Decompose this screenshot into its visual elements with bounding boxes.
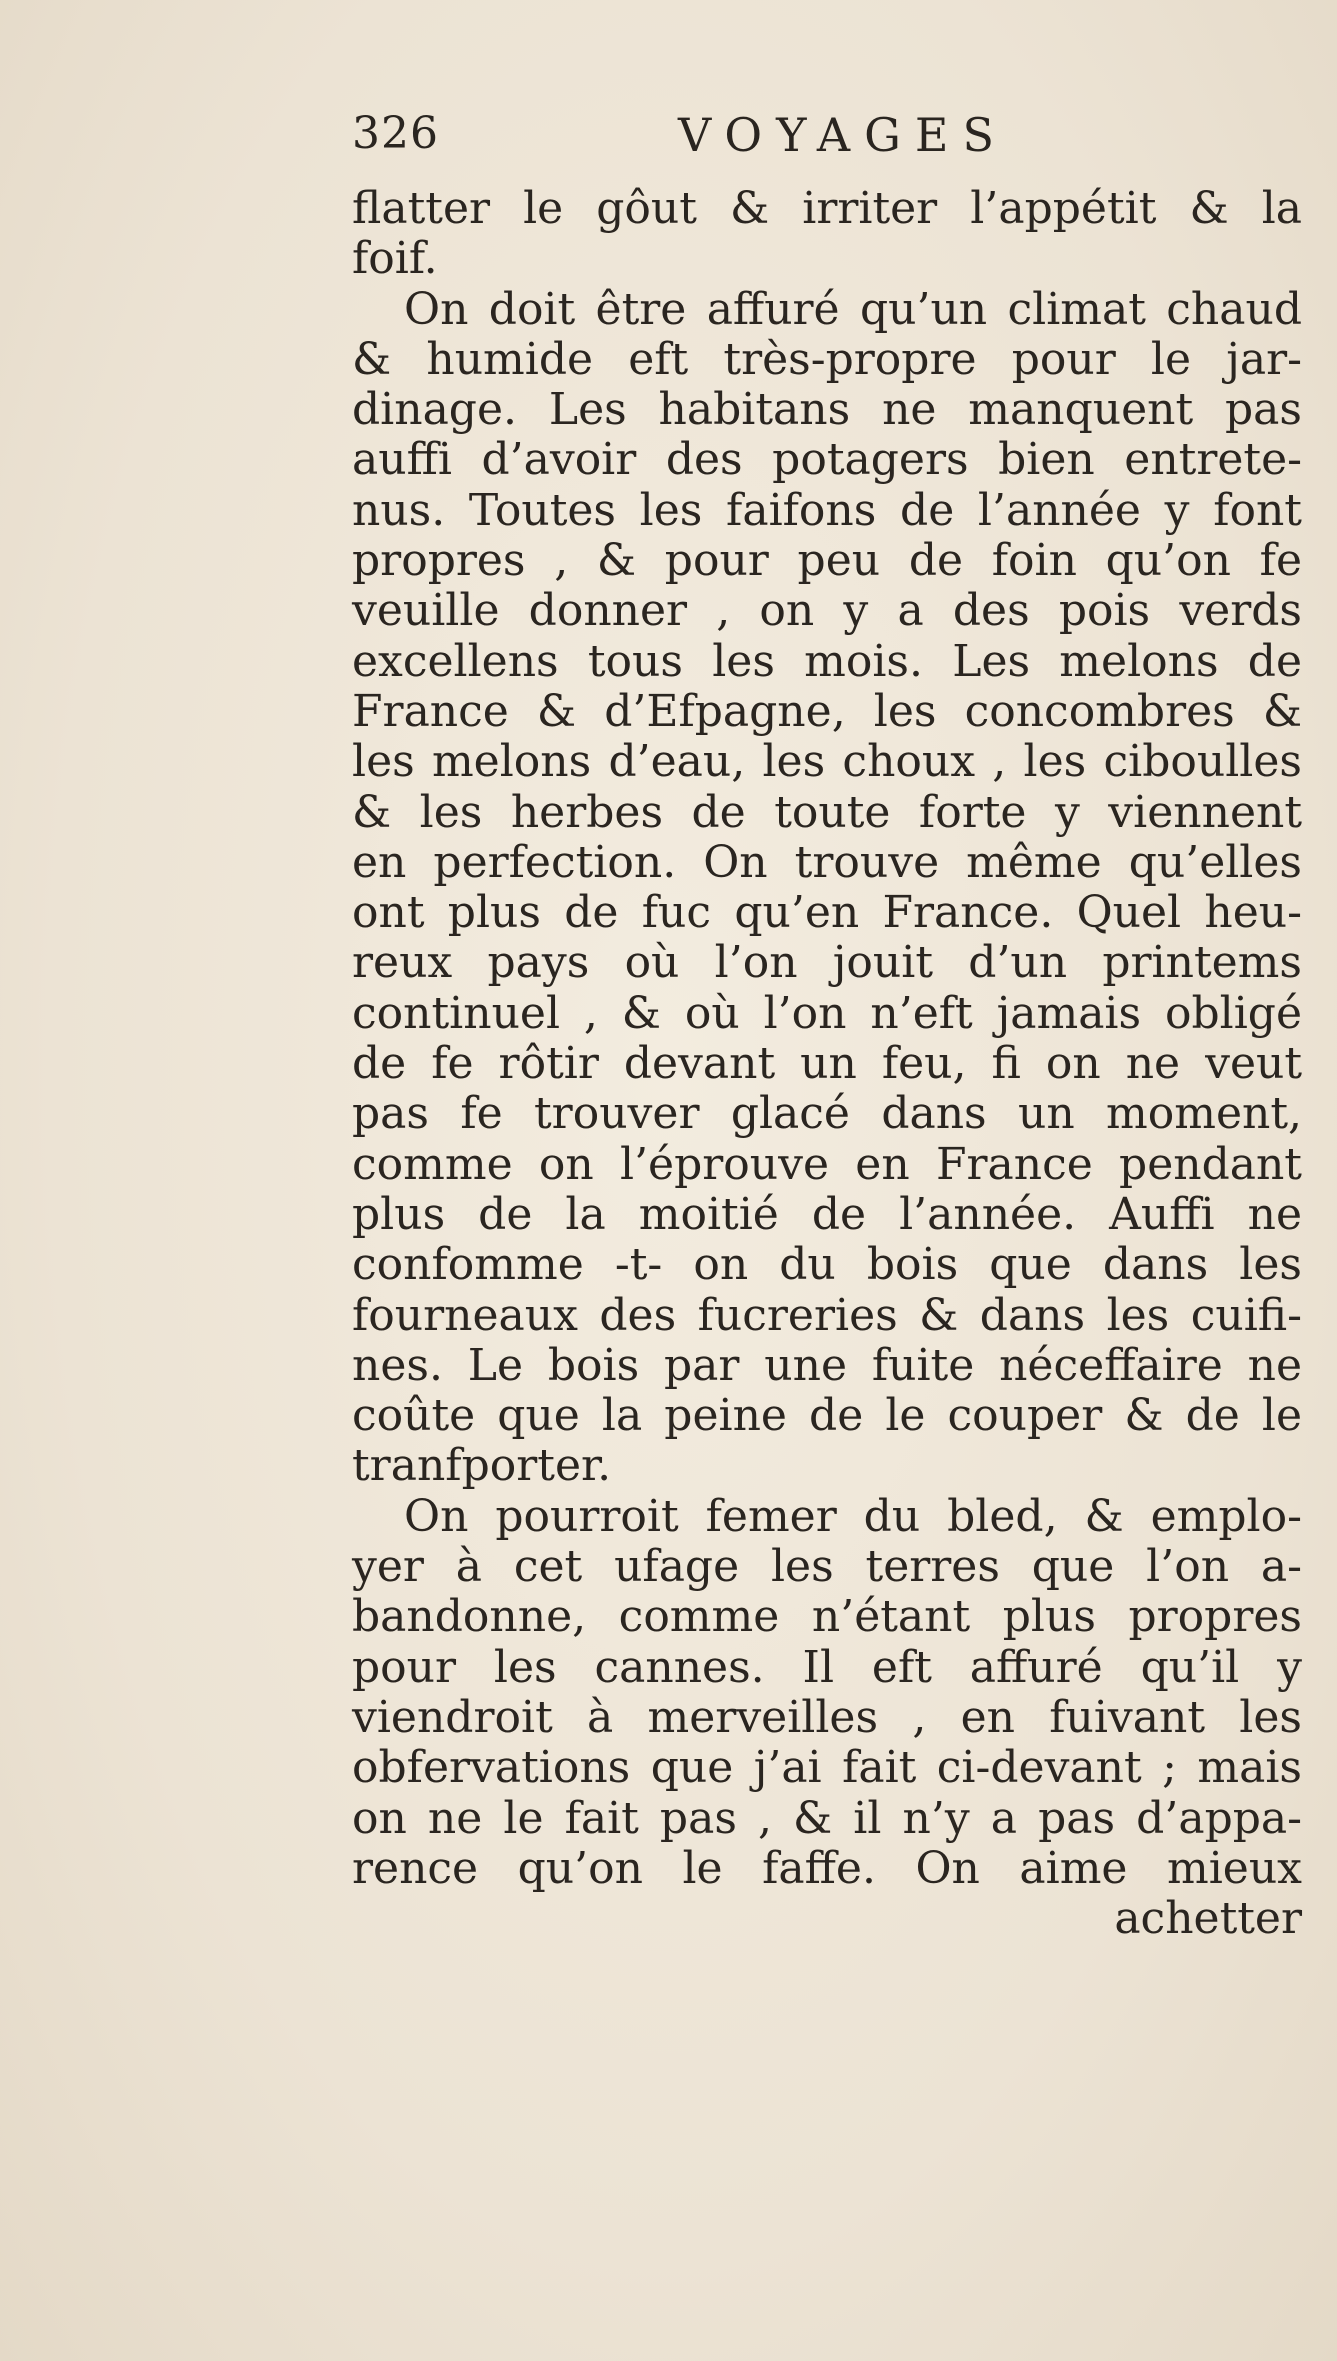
- text-line: continuel , & où l’on n’eft jamais obligé: [352, 987, 1302, 1039]
- body-text: [352, 184, 1302, 1944]
- text-line: confomme -t- on du bois que dans les: [352, 1239, 1302, 1291]
- text-line: de fe rôtir devant un feu, fi on ne veut: [352, 1038, 1302, 1090]
- text-line: viendroit à merveilles , en fuivant les: [352, 1691, 1302, 1743]
- text-line: ont plus de fuc qu’en France. Quel heu-: [352, 887, 1302, 939]
- text-line: & humide eft très-propre pour le jar-: [352, 333, 1302, 385]
- text-line: pour les cannes. Il eft affuré qu’il y: [352, 1641, 1302, 1693]
- text-line: plus de la moitié de l’année. Auffi ne: [352, 1188, 1302, 1240]
- text-line: dinage. Les habitans ne manquent pas: [352, 384, 1302, 436]
- text-line: fourneaux des fucreries & dans les cuifi-: [352, 1289, 1302, 1341]
- text-line: pas fe trouver glacé dans un moment,: [352, 1088, 1302, 1140]
- text-line: en perfection. On trouve même qu’elles: [352, 836, 1302, 888]
- text-line: rence qu’on le faffe. On aime mieux: [352, 1842, 1302, 1894]
- page-number: 326: [352, 108, 439, 159]
- text-line: & les herbes de toute forte y viennent: [352, 786, 1302, 838]
- text-line: flatter le gôut & irriter l’appétit & la: [352, 183, 1302, 234]
- running-head: VOYAGES: [678, 108, 1008, 162]
- text-line: tranfporter.: [352, 1440, 612, 1492]
- catchword: achetter: [1114, 1893, 1302, 1945]
- text-line: coûte que la peine de le couper & de le: [352, 1390, 1302, 1442]
- text-line: on ne le fait pas , & il n’y a pas d’appa-: [352, 1792, 1302, 1844]
- text-line: les melons d’eau, les choux , les ciboulles: [352, 736, 1302, 788]
- page-header: [352, 108, 1112, 168]
- text-line: France & d’Efpagne, les concombres &: [352, 685, 1302, 737]
- text-line: bandonne, comme n’étant plus propres: [352, 1591, 1302, 1643]
- text-line: On pourroit femer du bled, & emplo-: [404, 1490, 1302, 1542]
- text-line: foif.: [352, 233, 438, 285]
- text-line: On doit être affuré qu’un climat chaud: [404, 283, 1302, 335]
- text-line: auffi d’avoir des potagers bien entrete-: [352, 434, 1302, 486]
- text-line: reux pays où l’on jouit d’un printems: [352, 937, 1302, 989]
- text-line: propres , & pour peu de foin qu’on fe: [352, 535, 1302, 587]
- text-line: yer à cet ufage les terres que l’on a-: [352, 1541, 1302, 1593]
- text-line: nes. Le bois par une fuite néceffaire ne: [352, 1339, 1302, 1391]
- text-line: comme on l’éprouve en France pendant: [352, 1138, 1302, 1190]
- text-line: obfervations que j’ai fait ci-devant ; mais: [352, 1742, 1302, 1794]
- text-line: excellens tous les mois. Les melons de: [352, 635, 1302, 687]
- text-line: veuille donner , on y a des pois verds: [352, 585, 1302, 637]
- text-line: nus. Toutes les faifons de l’année y font: [352, 484, 1302, 536]
